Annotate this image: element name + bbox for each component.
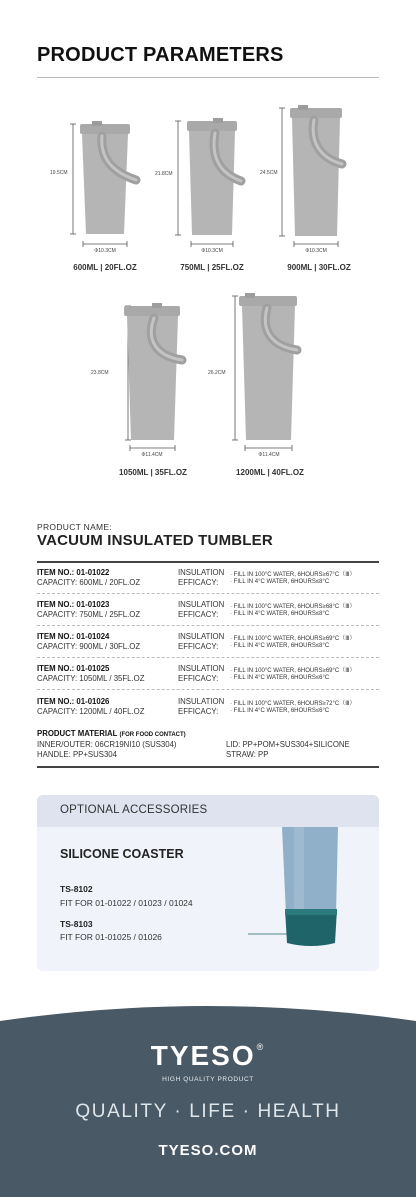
item-no-label: ITEM NO.: <box>37 600 75 609</box>
cold-spec: · FILL IN 4°C WATER, 6HOURS≤8°C <box>230 611 330 617</box>
efficacy-label: EFFICACY: <box>178 610 219 619</box>
material-lid: LID: PP+POM+SUS304+SILICONE <box>226 740 350 749</box>
item-no: 01-01026 <box>76 697 110 706</box>
diameter-label: Φ10.3CM <box>201 248 223 254</box>
efficacy-label: EFFICACY: <box>178 642 219 651</box>
accessory-title: SILICONE COASTER <box>60 847 184 861</box>
tumbler-600-drawing <box>50 118 160 278</box>
title-divider <box>37 77 379 78</box>
brand-tagline: HIGH QUALITY PRODUCT <box>162 1076 254 1083</box>
diameter-label: Φ10.3CM <box>305 248 327 254</box>
hot-spec: · FILL IN 100°C WATER, 6HOURS≥69°C（Ⅲ） <box>230 668 356 674</box>
accessories-header <box>37 795 379 827</box>
efficacy-label: EFFICACY: <box>178 674 219 683</box>
item-no: 01-01022 <box>76 568 110 577</box>
item-no: 01-01025 <box>76 664 110 673</box>
slogan: QUALITY · LIFE · HEALTH <box>75 1101 341 1122</box>
insulation-label: INSULATION <box>178 664 225 673</box>
tumbler-with-coaster-illustration <box>232 827 379 971</box>
accessories-card <box>37 795 379 971</box>
item-no-label: ITEM NO.: <box>37 632 75 641</box>
height-label: 23.8CM <box>91 370 109 376</box>
efficacy-label: EFFICACY: <box>178 707 219 716</box>
tumbler-size-900ml <box>258 102 368 278</box>
accessory-fit: FIT FOR 01-01025 / 01026 <box>60 932 162 942</box>
accessory-fit: FIT FOR 01-01022 / 01023 / 01024 <box>60 898 193 908</box>
capacity-label: 900ML | 30FL.OZ <box>287 263 351 272</box>
material-inner-outer: INNER/OUTER: 06CR19NI10 (SUS304) <box>37 740 177 749</box>
tumbler-size-600ml <box>50 118 160 278</box>
tumbler-size-1050ml <box>90 300 200 482</box>
spec-bottom-divider <box>37 766 379 768</box>
item-no-label: ITEM NO.: <box>37 664 75 673</box>
accessory-code: TS-8102 <box>60 884 93 894</box>
capacity-label: 600ML | 20FL.OZ <box>73 263 137 272</box>
registered-mark: ® <box>256 1042 266 1052</box>
hot-spec: · FILL IN 100°C WATER, 6HOURS≥67°C（Ⅲ） <box>230 572 356 578</box>
spec-top-divider <box>37 561 379 563</box>
cold-spec: · FILL IN 4°C WATER, 6HOURS≤6°C <box>230 708 330 714</box>
section-title: PRODUCT PARAMETERS <box>37 44 284 66</box>
capacity-spec: CAPACITY: 1200ML / 40FL.OZ <box>37 707 145 716</box>
material-handle: HANDLE: PP+SUS304 <box>37 750 117 759</box>
tumbler-size-750ml <box>155 115 265 278</box>
hot-spec: · FILL IN 100°C WATER, 6HOURS≥69°C（Ⅲ） <box>230 636 356 642</box>
efficacy-label: EFFICACY: <box>178 578 219 587</box>
capacity-spec: CAPACITY: 750ML / 25FL.OZ <box>37 610 141 619</box>
item-no-label: ITEM NO.: <box>37 568 75 577</box>
cold-spec: · FILL IN 4°C WATER, 6HOURS≤8°C <box>230 643 330 649</box>
insulation-label: INSULATION <box>178 568 225 577</box>
capacity-label: 1200ML | 40FL.OZ <box>236 468 304 477</box>
capacity-spec: CAPACITY: 600ML / 20FL.OZ <box>37 578 141 587</box>
height-label: 19.5CM <box>50 170 68 176</box>
hot-spec: · FILL IN 100°C WATER, 6HOURS≥72°C（Ⅲ） <box>230 701 356 707</box>
diameter-label: Φ10.3CM <box>94 248 116 254</box>
capacity-spec: CAPACITY: 900ML / 30FL.OZ <box>37 642 141 651</box>
capacity-label: 1050ML | 35FL.OZ <box>119 468 187 477</box>
tumbler-size-1200ml <box>205 290 315 482</box>
material-straw: STRAW: PP <box>226 750 269 759</box>
diameter-label: Φ11.4CM <box>258 452 280 458</box>
item-no-label: ITEM NO.: <box>37 697 75 706</box>
capacity-label: 750ML | 25FL.OZ <box>180 263 244 272</box>
product-name-label: PRODUCT NAME: <box>37 522 113 532</box>
accessory-code: TS-8103 <box>60 919 93 929</box>
material-title <box>37 729 186 738</box>
height-label: 24.5CM <box>260 170 278 176</box>
height-label: 21.8CM <box>155 171 173 177</box>
insulation-label: INSULATION <box>178 697 225 706</box>
material-title-note: (FOR FOOD CONTACT) <box>119 732 186 738</box>
insulation-label: INSULATION <box>178 600 225 609</box>
item-no: 01-01023 <box>76 600 110 609</box>
material-title-text: PRODUCT MATERIAL <box>37 729 118 738</box>
capacity-spec: CAPACITY: 1050ML / 35FL.OZ <box>37 674 145 683</box>
product-name: VACUUM INSULATED TUMBLER <box>37 532 273 549</box>
diameter-label: Φ11.4CM <box>141 452 163 458</box>
accessories-header-text: OPTIONAL ACCESSORIES <box>60 804 208 816</box>
item-no: 01-01024 <box>76 632 110 641</box>
cold-spec: · FILL IN 4°C WATER, 6HOURS≤6°C <box>230 675 330 681</box>
website-link[interactable]: TYESO.COM <box>158 1142 258 1159</box>
insulation-label: INSULATION <box>178 632 225 641</box>
cold-spec: · FILL IN 4°C WATER, 6HOURS≤8°C <box>230 579 330 585</box>
brand-logo <box>0 1040 416 1072</box>
brand-name: TYESO <box>150 1040 256 1071</box>
height-label: 26.2CM <box>208 370 226 376</box>
hot-spec: · FILL IN 100°C WATER, 6HOURS≥68°C（Ⅲ） <box>230 604 356 610</box>
